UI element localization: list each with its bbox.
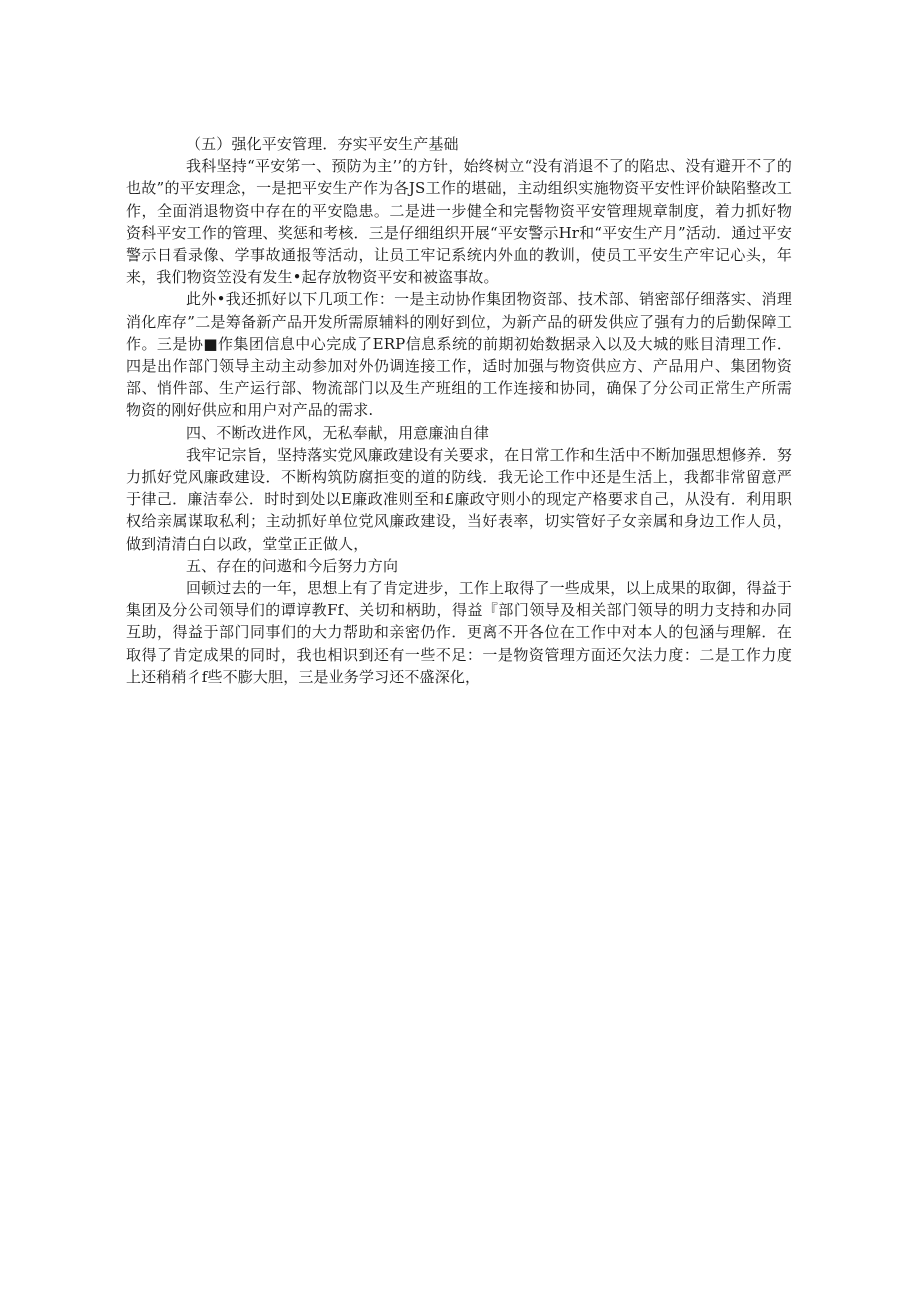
paragraph-review: 回顿过去的一年，思想上有了肯定进步，工作上取得了一些成果，以上成果的取御，得益于集团及分公司领导们的谭谆教Ff、关切和柄助，得益『部门领导及相关部门领导的明力支持和办同互助，得益于部门同事们的大力帮助和亲密仍作．更离不开各位在工作中对本人的包涵与理解．在取得了肯定成果的同时，我也相识到还有一些不足：一是物资管理方面还欠法力度：二是工作力度上还稍稍彳f些不膨大胆，三是业务学习还不盛深化，: [126, 579, 793, 686]
paragraph-safety-policy: 我科坚持“平安笫一、预防为主’’的方针，始终树立“没有消退不了的陷忠、没有避开不了的也故”的平安理念，一是把平安生产作为各JS工作的堪础，主动组织实施物资平安性评价缺陷整改工作，全面消退物资中存在的平安隐患。二是进一步健全和完髻物资平安管理规章制度，着力抓好物资科平安工作的管理、奖惩和考核．三是仔细组织开展“平安警示Hr和“平安生产月”活动．通过平安警示日看录像、学事故通报等活动，让员工牢记系统内外血的教训，使员工平安生产牢记心头，年来，我们物资笠没有发生•起存放物资平安和被盗事故。: [126, 157, 792, 287]
heading-problems-direction: 五、存在的问遨和今后努力方向: [186, 556, 399, 575]
paragraph-additional-work: 此外•我还抓好以下几项工作：一是主动协作集团物资部、技术部、销密部仔细落实、消理消化库存”二是筹备新产品开发所需原辅料的刚好到位，为新产品的研发供应了强有力的后勤保障工作。三是协■作集团信息中心完成了ERP信息系统的前期初始数据录入以及大城的账目清理工作．四是出作部门领导主动主动参加对外仍调连接工作，适时加强与物资供应方、产品用户、集团物资部、悄件部、生产运行部、物流部门以及生产班组的工作连接和协同，确保了分公司正常生产所需物资的刚好供应和用户对产品的需求.: [126, 290, 792, 420]
document-body: [126, 133, 792, 688]
heading-work-style: 四、不断改进作风，无私奉献，用意廉油自律: [186, 423, 490, 442]
heading-safety-management: （五）强化平安管理．夯实平安生产基础: [186, 135, 459, 153]
paragraph-integrity: 我牢记宗旨，坚持落实党风廉政建设有关要求，在日常工作和生活中不断加强思想修养．努力抓好党风廉政建设．不断构筑防腐拒变的道的防线．我无论工作中还是生活上，我都非常留意严于律己．廉洁奉公．时时到处以E廉政准则至和£廉政守则小的现定产格要求自己，从没有．利用职权给亲属谋取私利；主动抓好单位党风廉政建设，当好表率，切实管好子女亲属和身边工作人员，做到清清白白以政，堂堂正正做人，: [126, 445, 793, 553]
